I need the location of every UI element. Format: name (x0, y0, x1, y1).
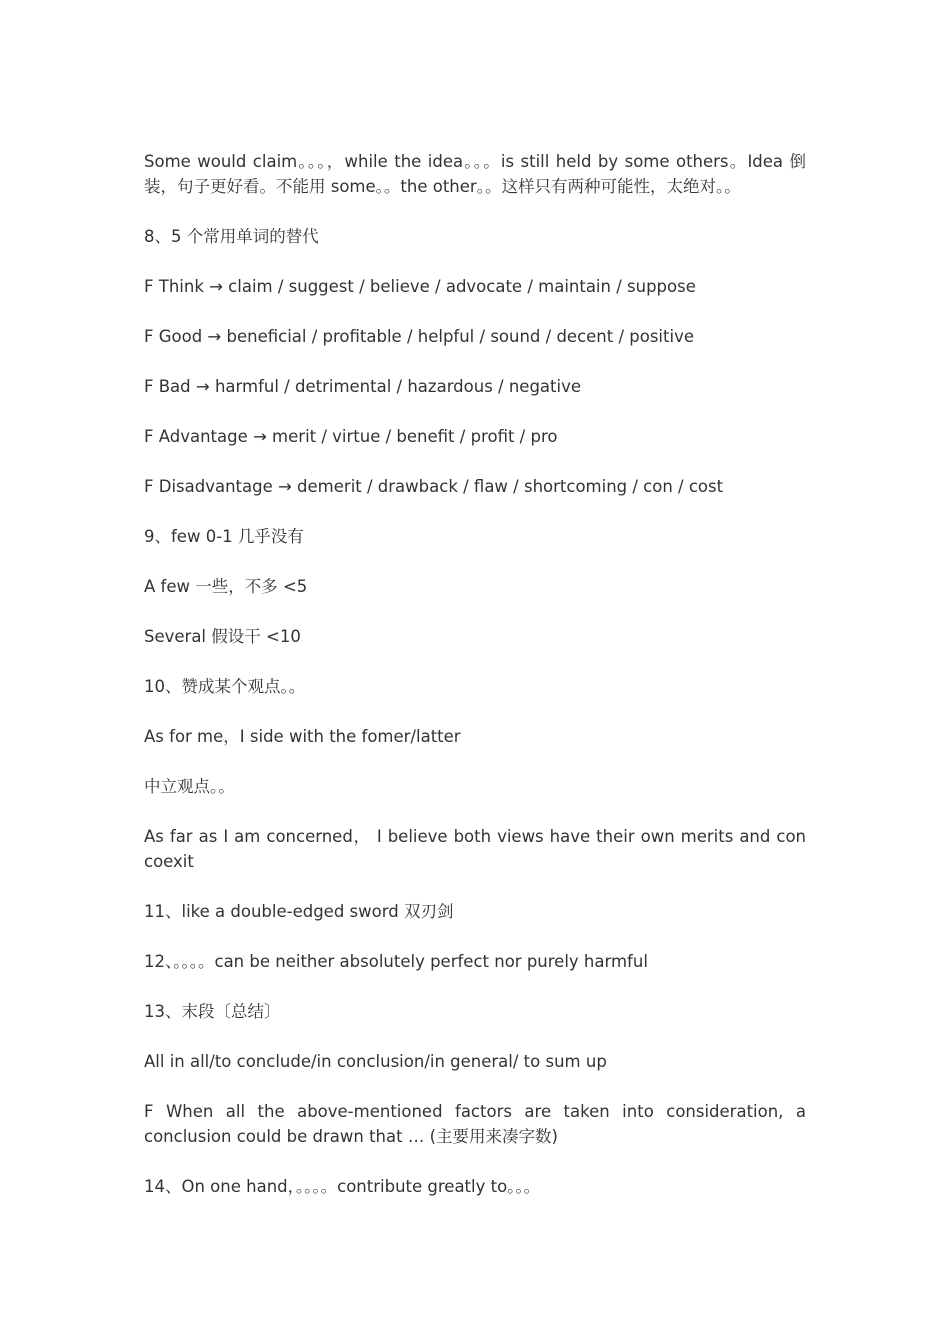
heading-double-edged: 11、like a double-edged sword 双刃剑 (144, 902, 454, 921)
line-a-few: A few 一些，不多 <5 (144, 577, 308, 596)
substitute-disadvantage: F Disadvantage → demerit / drawback / flaw / shortcoming / con / cost (144, 477, 724, 496)
heading-word-substitutes: 8、5 个常用单词的替代 (144, 227, 319, 246)
substitute-think: F Think → claim / suggest / believe / advocate / maintain / suppose (144, 277, 696, 296)
line-both-views: As far as I am concerned， I believe both views have their own merits and con coexit (144, 827, 806, 871)
heading-neither-perfect: 12、。。。。can be neither absolutely perfect nor purely harmful (144, 952, 648, 971)
line-several: Several 假设干 <10 (144, 627, 301, 646)
heading-few: 9、few 0-1 几乎没有 (144, 527, 304, 546)
heading-on-one-hand: 14、On one hand，。。。。contribute greatly to。。。 (144, 1177, 541, 1196)
document-body (144, 149, 806, 1224)
heading-neutral-view: 中立观点。。 (144, 777, 235, 796)
heading-conclusion: 13、末段〔总结〕 (144, 1002, 281, 1021)
paragraph-claim-idea: Some would claim。。。，while the idea。。。is still held by some others。Idea 倒装，句子更好看。不能用 some。。the other。。这样只有两种可能性，太绝对。。 (144, 152, 806, 196)
line-side-with: As for me，I side with the fomer/latter (144, 727, 461, 746)
heading-agree-view: 10、赞成某个观点。。 (144, 677, 306, 696)
line-conclusion-sentence: F When all the above-mentioned factors are taken into consideration, a conclusion could be drawn that … (主要用来凑字数) (144, 1102, 806, 1146)
substitute-advantage: F Advantage → merit / virtue / benefit / profit / pro (144, 427, 558, 446)
substitute-good: F Good → beneficial / profitable / helpful / sound / decent / positive (144, 327, 694, 346)
line-conclusion-phrases: All in all/to conclude/in conclusion/in general/ to sum up (144, 1052, 607, 1071)
substitute-bad: F Bad → harmful / detrimental / hazardous / negative (144, 377, 582, 396)
